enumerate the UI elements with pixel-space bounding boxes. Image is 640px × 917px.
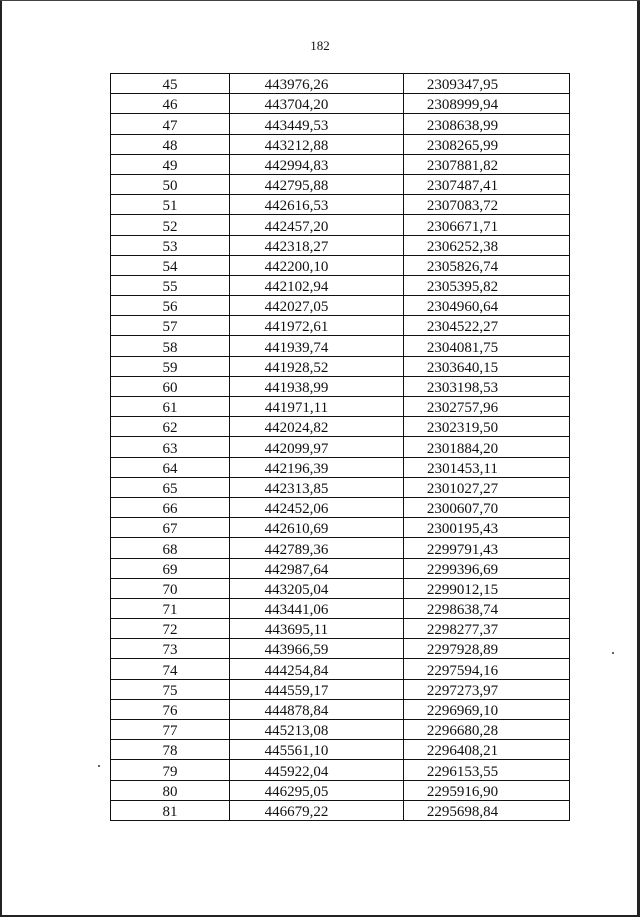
point-number-cell: 53 [111,235,230,255]
scan-edge-top [0,0,640,1]
table-row [111,457,570,477]
table-row [111,195,570,215]
x-coordinate-cell: 445922,04 [230,760,404,780]
point-number-cell: 46 [111,94,230,114]
point-number-cell: 63 [111,437,230,457]
y-coordinate-cell: 2301027,27 [404,477,570,497]
y-coordinate-cell: 2297928,89 [404,639,570,659]
x-coordinate-cell: 442452,06 [230,497,404,517]
table-row [111,316,570,336]
x-coordinate-cell: 445213,08 [230,720,404,740]
y-coordinate-cell: 2296153,55 [404,760,570,780]
scan-speck [98,765,100,767]
x-coordinate-cell: 443205,04 [230,578,404,598]
y-coordinate-cell: 2296680,28 [404,720,570,740]
y-coordinate-cell: 2298277,37 [404,619,570,639]
x-coordinate-cell: 443449,53 [230,114,404,134]
table-row [111,659,570,679]
point-number-cell: 69 [111,558,230,578]
point-number-cell: 50 [111,174,230,194]
y-coordinate-cell: 2301453,11 [404,457,570,477]
y-coordinate-cell: 2298638,74 [404,598,570,618]
x-coordinate-cell: 442616,53 [230,195,404,215]
point-number-cell: 81 [111,800,230,820]
x-coordinate-cell: 445561,10 [230,740,404,760]
point-number-cell: 48 [111,134,230,154]
point-number-cell: 75 [111,679,230,699]
table-row [111,376,570,396]
y-coordinate-cell: 2306252,38 [404,235,570,255]
point-number-cell: 70 [111,578,230,598]
table-row [111,740,570,760]
point-number-cell: 54 [111,255,230,275]
point-number-cell: 77 [111,720,230,740]
point-number-cell: 49 [111,154,230,174]
y-coordinate-cell: 2300607,70 [404,497,570,517]
point-number-cell: 62 [111,417,230,437]
x-coordinate-cell: 443966,59 [230,639,404,659]
x-coordinate-cell: 442789,36 [230,538,404,558]
point-number-cell: 64 [111,457,230,477]
x-coordinate-cell: 441938,99 [230,376,404,396]
x-coordinate-cell: 442313,85 [230,477,404,497]
x-coordinate-cell: 444878,84 [230,699,404,719]
table-row [111,619,570,639]
table-row [111,780,570,800]
point-number-cell: 61 [111,397,230,417]
table-row [111,477,570,497]
point-number-cell: 58 [111,336,230,356]
point-number-cell: 71 [111,598,230,618]
y-coordinate-cell: 2302319,50 [404,417,570,437]
point-number-cell: 79 [111,760,230,780]
point-number-cell: 57 [111,316,230,336]
y-coordinate-cell: 2299396,69 [404,558,570,578]
y-coordinate-cell: 2305395,82 [404,275,570,295]
y-coordinate-cell: 2303198,53 [404,376,570,396]
point-number-cell: 51 [111,195,230,215]
x-coordinate-cell: 442994,83 [230,154,404,174]
table-row [111,558,570,578]
y-coordinate-cell: 2302757,96 [404,397,570,417]
coordinates-table [110,73,570,821]
table-row [111,336,570,356]
point-number-cell: 45 [111,74,230,94]
scan-speck [612,652,614,654]
table-row [111,114,570,134]
table-row [111,94,570,114]
scan-edge-left [0,0,2,917]
point-number-cell: 74 [111,659,230,679]
page-number: 182 [310,38,330,53]
x-coordinate-cell: 442196,39 [230,457,404,477]
point-number-cell: 67 [111,518,230,538]
x-coordinate-cell: 442102,94 [230,275,404,295]
y-coordinate-cell: 2308638,99 [404,114,570,134]
point-number-cell: 60 [111,376,230,396]
y-coordinate-cell: 2306671,71 [404,215,570,235]
point-number-cell: 59 [111,356,230,376]
table-row [111,639,570,659]
y-coordinate-cell: 2305826,74 [404,255,570,275]
table-row [111,154,570,174]
table-row [111,134,570,154]
y-coordinate-cell: 2309347,95 [404,74,570,94]
y-coordinate-cell: 2307487,41 [404,174,570,194]
y-coordinate-cell: 2301884,20 [404,437,570,457]
table-row [111,417,570,437]
table-row [111,275,570,295]
x-coordinate-cell: 442027,05 [230,296,404,316]
x-coordinate-cell: 442200,10 [230,255,404,275]
x-coordinate-cell: 442099,97 [230,437,404,457]
table-row [111,538,570,558]
table-row [111,578,570,598]
table-row [111,215,570,235]
y-coordinate-cell: 2308265,99 [404,134,570,154]
y-coordinate-cell: 2295698,84 [404,800,570,820]
point-number-cell: 68 [111,538,230,558]
y-coordinate-cell: 2304081,75 [404,336,570,356]
y-coordinate-cell: 2304960,64 [404,296,570,316]
y-coordinate-cell: 2297594,16 [404,659,570,679]
y-coordinate-cell: 2299012,15 [404,578,570,598]
table-row [111,760,570,780]
point-number-cell: 76 [111,699,230,719]
x-coordinate-cell: 441971,11 [230,397,404,417]
table-row [111,720,570,740]
point-number-cell: 56 [111,296,230,316]
table-row [111,437,570,457]
y-coordinate-cell: 2296969,10 [404,699,570,719]
x-coordinate-cell: 443695,11 [230,619,404,639]
x-coordinate-cell: 446679,22 [230,800,404,820]
y-coordinate-cell: 2308999,94 [404,94,570,114]
table-row [111,598,570,618]
point-number-cell: 47 [111,114,230,134]
y-coordinate-cell: 2307881,82 [404,154,570,174]
point-number-cell: 72 [111,619,230,639]
x-coordinate-cell: 441972,61 [230,316,404,336]
y-coordinate-cell: 2295916,90 [404,780,570,800]
y-coordinate-cell: 2307083,72 [404,195,570,215]
y-coordinate-cell: 2297273,97 [404,679,570,699]
x-coordinate-cell: 444559,17 [230,679,404,699]
table-row [111,699,570,719]
x-coordinate-cell: 442987,64 [230,558,404,578]
y-coordinate-cell: 2304522,27 [404,316,570,336]
point-number-cell: 73 [111,639,230,659]
point-number-cell: 78 [111,740,230,760]
x-coordinate-cell: 442457,20 [230,215,404,235]
point-number-cell: 52 [111,215,230,235]
table-row [111,397,570,417]
x-coordinate-cell: 443212,88 [230,134,404,154]
x-coordinate-cell: 442795,88 [230,174,404,194]
table-row [111,518,570,538]
y-coordinate-cell: 2303640,15 [404,356,570,376]
table-row [111,679,570,699]
x-coordinate-cell: 446295,05 [230,780,404,800]
x-coordinate-cell: 442610,69 [230,518,404,538]
x-coordinate-cell: 441939,74 [230,336,404,356]
coordinates-table-body [111,74,570,821]
y-coordinate-cell: 2296408,21 [404,740,570,760]
x-coordinate-cell: 443441,06 [230,598,404,618]
x-coordinate-cell: 443704,20 [230,94,404,114]
point-number-cell: 80 [111,780,230,800]
x-coordinate-cell: 443976,26 [230,74,404,94]
table-row [111,497,570,517]
point-number-cell: 66 [111,497,230,517]
table-row [111,235,570,255]
y-coordinate-cell: 2299791,43 [404,538,570,558]
table-row [111,356,570,376]
point-number-cell: 55 [111,275,230,295]
table-row [111,255,570,275]
point-number-cell: 65 [111,477,230,497]
y-coordinate-cell: 2300195,43 [404,518,570,538]
table-row [111,74,570,94]
x-coordinate-cell: 442318,27 [230,235,404,255]
table-row [111,800,570,820]
x-coordinate-cell: 441928,52 [230,356,404,376]
x-coordinate-cell: 442024,82 [230,417,404,437]
table-row [111,174,570,194]
x-coordinate-cell: 444254,84 [230,659,404,679]
table-row [111,296,570,316]
